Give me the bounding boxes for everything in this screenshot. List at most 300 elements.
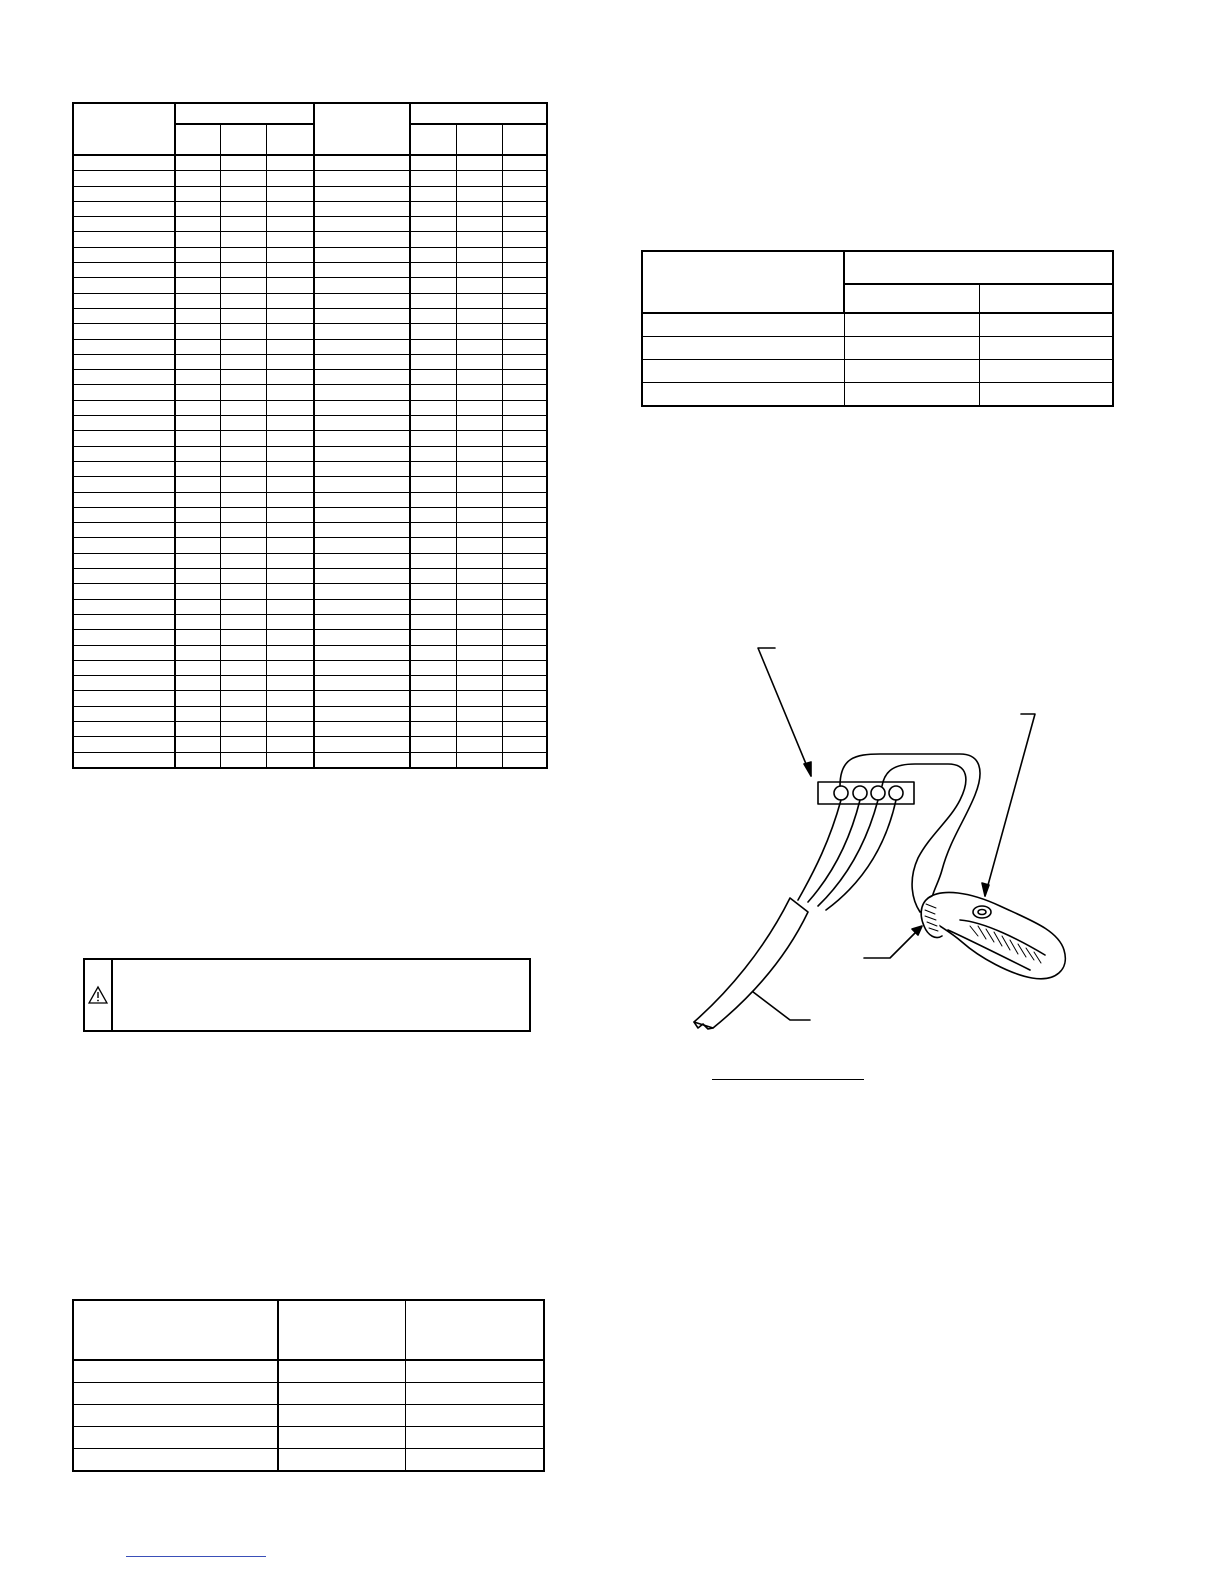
table-cell: [221, 293, 267, 308]
table-cell: [503, 400, 548, 415]
connector-block: [818, 782, 914, 804]
table-cell: [73, 186, 175, 201]
table-cell: [267, 706, 315, 721]
table-cell: [457, 186, 503, 201]
table-cell: [73, 676, 175, 691]
table-cell: [221, 706, 267, 721]
table-cell: [503, 599, 548, 614]
table-cell: [457, 507, 503, 522]
table-cell: [73, 1427, 278, 1449]
table-cell: [410, 461, 457, 476]
table-cell: [73, 614, 175, 629]
table-cell: [175, 461, 221, 476]
table-cell: [278, 1383, 406, 1405]
table-cell: [410, 630, 457, 645]
table-cell: [410, 354, 457, 369]
table-cell: [314, 461, 410, 476]
table-cell: [314, 477, 410, 492]
table-cell: [175, 232, 221, 247]
table-row: [73, 1383, 544, 1405]
table-cell: [457, 584, 503, 599]
table-cell: [410, 706, 457, 721]
table-cell: [457, 247, 503, 262]
table-cell: [457, 660, 503, 675]
table-cell: [410, 446, 457, 461]
table-cell: [175, 492, 221, 507]
table-cell: [221, 569, 267, 584]
table-cell: [175, 676, 221, 691]
table-cell: [73, 523, 175, 538]
table-row: [73, 1449, 544, 1472]
table-row: [73, 370, 547, 385]
table-cell: [503, 523, 548, 538]
table-cell: [221, 171, 267, 186]
table-cell: [73, 324, 175, 339]
subheader-cell: [457, 124, 503, 155]
table-cell: [73, 446, 175, 461]
table-cell: [503, 676, 548, 691]
header-cell: [314, 103, 410, 155]
warning-icon-cell: [85, 960, 113, 1030]
wiring-illustration: [680, 630, 1100, 1040]
table-cell: [503, 385, 548, 400]
table-cell: [844, 337, 980, 360]
table-cell: [457, 308, 503, 323]
table-cell: [267, 676, 315, 691]
table-cell: [221, 752, 267, 768]
table-cell: [410, 477, 457, 492]
table-cell: [314, 263, 410, 278]
table-cell: [457, 676, 503, 691]
table-cell: [267, 293, 315, 308]
table-cell: [844, 313, 980, 337]
table-row: [73, 660, 547, 675]
table-cell: [406, 1383, 545, 1405]
table-cell: [503, 706, 548, 721]
table-cell: [267, 645, 315, 660]
table-cell: [410, 553, 457, 568]
table-cell: [175, 446, 221, 461]
table-cell: [457, 614, 503, 629]
table-cell: [503, 186, 548, 201]
table-cell: [73, 339, 175, 354]
table-row: [73, 232, 547, 247]
table-cell: [457, 217, 503, 232]
table-cell: [457, 293, 503, 308]
table-cell: [221, 737, 267, 752]
table-cell: [642, 360, 844, 383]
table-cell: [410, 431, 457, 446]
header-cell: [278, 1300, 406, 1360]
table-cell: [314, 293, 410, 308]
table-row: [73, 293, 547, 308]
table-cell: [267, 461, 315, 476]
table-cell: [221, 599, 267, 614]
table-row: [73, 201, 547, 216]
table-cell: [175, 324, 221, 339]
table-cell: [980, 337, 1114, 360]
table-cell: [175, 155, 221, 171]
table-cell: [267, 308, 315, 323]
table-cell: [175, 201, 221, 216]
table-cell: [73, 599, 175, 614]
table-cell: [503, 446, 548, 461]
table-cell: [410, 538, 457, 553]
warning-box: [83, 958, 531, 1032]
table-cell: [73, 385, 175, 400]
table-row: [73, 308, 547, 323]
table-cell: [314, 507, 410, 522]
table-cell: [844, 360, 980, 383]
table-cell: [642, 313, 844, 337]
table-cell: [175, 431, 221, 446]
table-cell: [221, 324, 267, 339]
table-cell: [314, 308, 410, 323]
table-cell: [457, 599, 503, 614]
table-cell: [221, 538, 267, 553]
table-cell: [267, 324, 315, 339]
table-cell: [314, 645, 410, 660]
table-cell: [267, 477, 315, 492]
table-cell: [314, 676, 410, 691]
table-cell: [406, 1405, 545, 1427]
table-cell: [503, 171, 548, 186]
table-row: [73, 584, 547, 599]
table-row: [642, 313, 1113, 337]
table-cell: [503, 584, 548, 599]
table-cell: [503, 324, 548, 339]
table-cell: [73, 400, 175, 415]
arrowhead: [804, 762, 811, 776]
header-group-cell: [844, 251, 1113, 284]
table-cell: [410, 400, 457, 415]
table-cell: [457, 155, 503, 171]
table-cell: [267, 446, 315, 461]
table-cell: [503, 553, 548, 568]
table-cell: [314, 721, 410, 736]
table-cell: [503, 630, 548, 645]
table-cell: [221, 461, 267, 476]
table-cell: [314, 370, 410, 385]
table-cell: [221, 721, 267, 736]
table-cell: [642, 337, 844, 360]
table-cell: [221, 186, 267, 201]
table-cell: [221, 339, 267, 354]
table-cell: [175, 416, 221, 431]
table-cell: [457, 721, 503, 736]
table-cell: [503, 492, 548, 507]
table-cell: [503, 354, 548, 369]
table-cell: [221, 263, 267, 278]
table-cell: [410, 278, 457, 293]
table-cell: [221, 614, 267, 629]
table-cell: [503, 507, 548, 522]
table-cell: [175, 171, 221, 186]
table-cell: [73, 1383, 278, 1405]
table-cell: [457, 385, 503, 400]
table-cell: [410, 201, 457, 216]
table-cell: [73, 308, 175, 323]
table-cell: [221, 308, 267, 323]
table-cell: [221, 385, 267, 400]
table-cell: [314, 339, 410, 354]
table-cell: [503, 278, 548, 293]
table-cell: [175, 370, 221, 385]
table-cell: [314, 201, 410, 216]
table-cell: [278, 1405, 406, 1427]
table-cell: [410, 308, 457, 323]
header-cell: [73, 103, 175, 155]
table-cell: [314, 599, 410, 614]
table-cell: [457, 339, 503, 354]
table-cell: [267, 691, 315, 706]
table-row: [73, 446, 547, 461]
data-table-left: [72, 102, 548, 769]
table-cell: [314, 553, 410, 568]
table-row: [73, 538, 547, 553]
table-cell: [221, 247, 267, 262]
table-row: [642, 360, 1113, 383]
arrowhead: [982, 883, 989, 896]
table-cell: [503, 201, 548, 216]
table-cell: [457, 553, 503, 568]
table-cell: [73, 584, 175, 599]
table-cell: [410, 339, 457, 354]
table-cell: [221, 354, 267, 369]
leader-line-connector: [758, 648, 811, 776]
table-row: [73, 553, 547, 568]
table-cell: [503, 461, 548, 476]
subheader-cell: [503, 124, 548, 155]
table-cell: [175, 308, 221, 323]
table-cell: [457, 630, 503, 645]
table-row: [73, 523, 547, 538]
footer-link-rule: [126, 1556, 266, 1557]
table-cell: [221, 691, 267, 706]
table-cell: [980, 313, 1114, 337]
table-cell: [844, 383, 980, 407]
table-cell: [73, 370, 175, 385]
header-group-cell: [410, 103, 547, 124]
table-cell: [457, 446, 503, 461]
table-cell: [221, 492, 267, 507]
table-cell: [457, 523, 503, 538]
table-cell: [73, 416, 175, 431]
table-cell: [221, 507, 267, 522]
table-cell: [73, 660, 175, 675]
data-table-right: [641, 250, 1114, 407]
table-cell: [314, 737, 410, 752]
table-cell: [457, 201, 503, 216]
table-cell: [221, 416, 267, 431]
subheader-cell: [410, 124, 457, 155]
table-cell: [457, 538, 503, 553]
table-cell: [221, 584, 267, 599]
table-cell: [410, 645, 457, 660]
table-cell: [175, 263, 221, 278]
table-cell: [175, 553, 221, 568]
table-cell: [221, 370, 267, 385]
table-cell: [410, 752, 457, 768]
table-cell: [73, 201, 175, 216]
table-cell: [410, 186, 457, 201]
table-cell: [503, 416, 548, 431]
table-cell: [175, 354, 221, 369]
table-cell: [406, 1449, 545, 1472]
table-cell: [503, 217, 548, 232]
table-cell: [314, 660, 410, 675]
table-cell: [503, 691, 548, 706]
table-cell: [73, 492, 175, 507]
table-cell: [457, 752, 503, 768]
table-cell: [410, 691, 457, 706]
table-cell: [73, 569, 175, 584]
table-cell: [73, 721, 175, 736]
table-cell: [410, 370, 457, 385]
table-cell: [175, 584, 221, 599]
table-cell: [267, 599, 315, 614]
table-cell: [410, 507, 457, 522]
table-cell: [406, 1360, 545, 1383]
table-cell: [457, 354, 503, 369]
table-cell: [73, 691, 175, 706]
table-cell: [457, 691, 503, 706]
table-cell: [175, 614, 221, 629]
table-cell: [73, 737, 175, 752]
table-cell: [410, 614, 457, 629]
table-cell: [503, 431, 548, 446]
table-cell: [457, 477, 503, 492]
table-cell: [457, 706, 503, 721]
table-row: [73, 737, 547, 752]
table-cell: [457, 278, 503, 293]
table-cell: [267, 217, 315, 232]
table-cell: [221, 446, 267, 461]
table-cell: [267, 247, 315, 262]
table-cell: [175, 706, 221, 721]
subheader-cell: [980, 284, 1114, 313]
table-cell: [221, 676, 267, 691]
table-cell: [314, 446, 410, 461]
table-cell: [267, 507, 315, 522]
table-cell: [314, 385, 410, 400]
table-cell: [175, 400, 221, 415]
table-cell: [410, 385, 457, 400]
table-cell: [314, 171, 410, 186]
table-cell: [410, 217, 457, 232]
table-cell: [410, 599, 457, 614]
table-cell: [314, 400, 410, 415]
table-cell: [314, 416, 410, 431]
table-cell: [267, 431, 315, 446]
table-cell: [410, 569, 457, 584]
table-cell: [73, 263, 175, 278]
table-cell: [503, 477, 548, 492]
table-cell: [314, 538, 410, 553]
table-cell: [221, 232, 267, 247]
table-cell: [314, 584, 410, 599]
table-cell: [314, 492, 410, 507]
table-cell: [410, 676, 457, 691]
leader-line-sensor: [985, 714, 1035, 896]
table-row: [73, 339, 547, 354]
table-cell: [73, 477, 175, 492]
table-row: [73, 645, 547, 660]
table-cell: [314, 752, 410, 768]
table-cell: [314, 354, 410, 369]
table-cell: [410, 171, 457, 186]
table-cell: [457, 232, 503, 247]
table-cell: [175, 599, 221, 614]
table-cell: [73, 1449, 278, 1472]
table-cell: [73, 431, 175, 446]
table-cell: [642, 383, 844, 407]
table-cell: [267, 186, 315, 201]
table-row: [73, 1360, 544, 1383]
table-cell: [314, 278, 410, 293]
table-cell: [457, 737, 503, 752]
table-cell: [267, 660, 315, 675]
table-cell: [73, 645, 175, 660]
table-cell: [175, 293, 221, 308]
table-cell: [175, 217, 221, 232]
table-cell: [267, 630, 315, 645]
table-cell: [73, 1360, 278, 1383]
table-cell: [267, 523, 315, 538]
table-cell: [221, 553, 267, 568]
table-row: [73, 263, 547, 278]
leader-line-clip: [864, 928, 920, 958]
table-cell: [221, 645, 267, 660]
table-row: [73, 1427, 544, 1449]
subheader-cell: [175, 124, 221, 155]
table-cell: [175, 737, 221, 752]
table-cell: [457, 263, 503, 278]
header-cell: [406, 1300, 545, 1360]
table-cell: [457, 400, 503, 415]
table-cell: [221, 630, 267, 645]
table-cell: [73, 1405, 278, 1427]
table-cell: [503, 232, 548, 247]
table-cell: [314, 691, 410, 706]
header-group-cell: [175, 103, 314, 124]
table-cell: [278, 1449, 406, 1472]
table-cell: [175, 278, 221, 293]
table-cell: [175, 691, 221, 706]
table-cell: [267, 232, 315, 247]
table-cell: [314, 630, 410, 645]
figure-caption-rule: [712, 1079, 864, 1080]
table-cell: [267, 278, 315, 293]
table-row: [73, 492, 547, 507]
table-row: [73, 431, 547, 446]
table-row: [73, 691, 547, 706]
table-cell: [73, 507, 175, 522]
table-row: [73, 400, 547, 415]
table-cell: [267, 400, 315, 415]
table-cell: [221, 201, 267, 216]
table-row: [73, 278, 547, 293]
data-table-bottom: [72, 1299, 545, 1472]
table-cell: [221, 217, 267, 232]
table-cell: [457, 431, 503, 446]
table-cell: [175, 186, 221, 201]
table-cell: [410, 737, 457, 752]
table-cell: [175, 507, 221, 522]
table-cell: [267, 201, 315, 216]
table-cell: [267, 538, 315, 553]
table-cell: [503, 737, 548, 752]
